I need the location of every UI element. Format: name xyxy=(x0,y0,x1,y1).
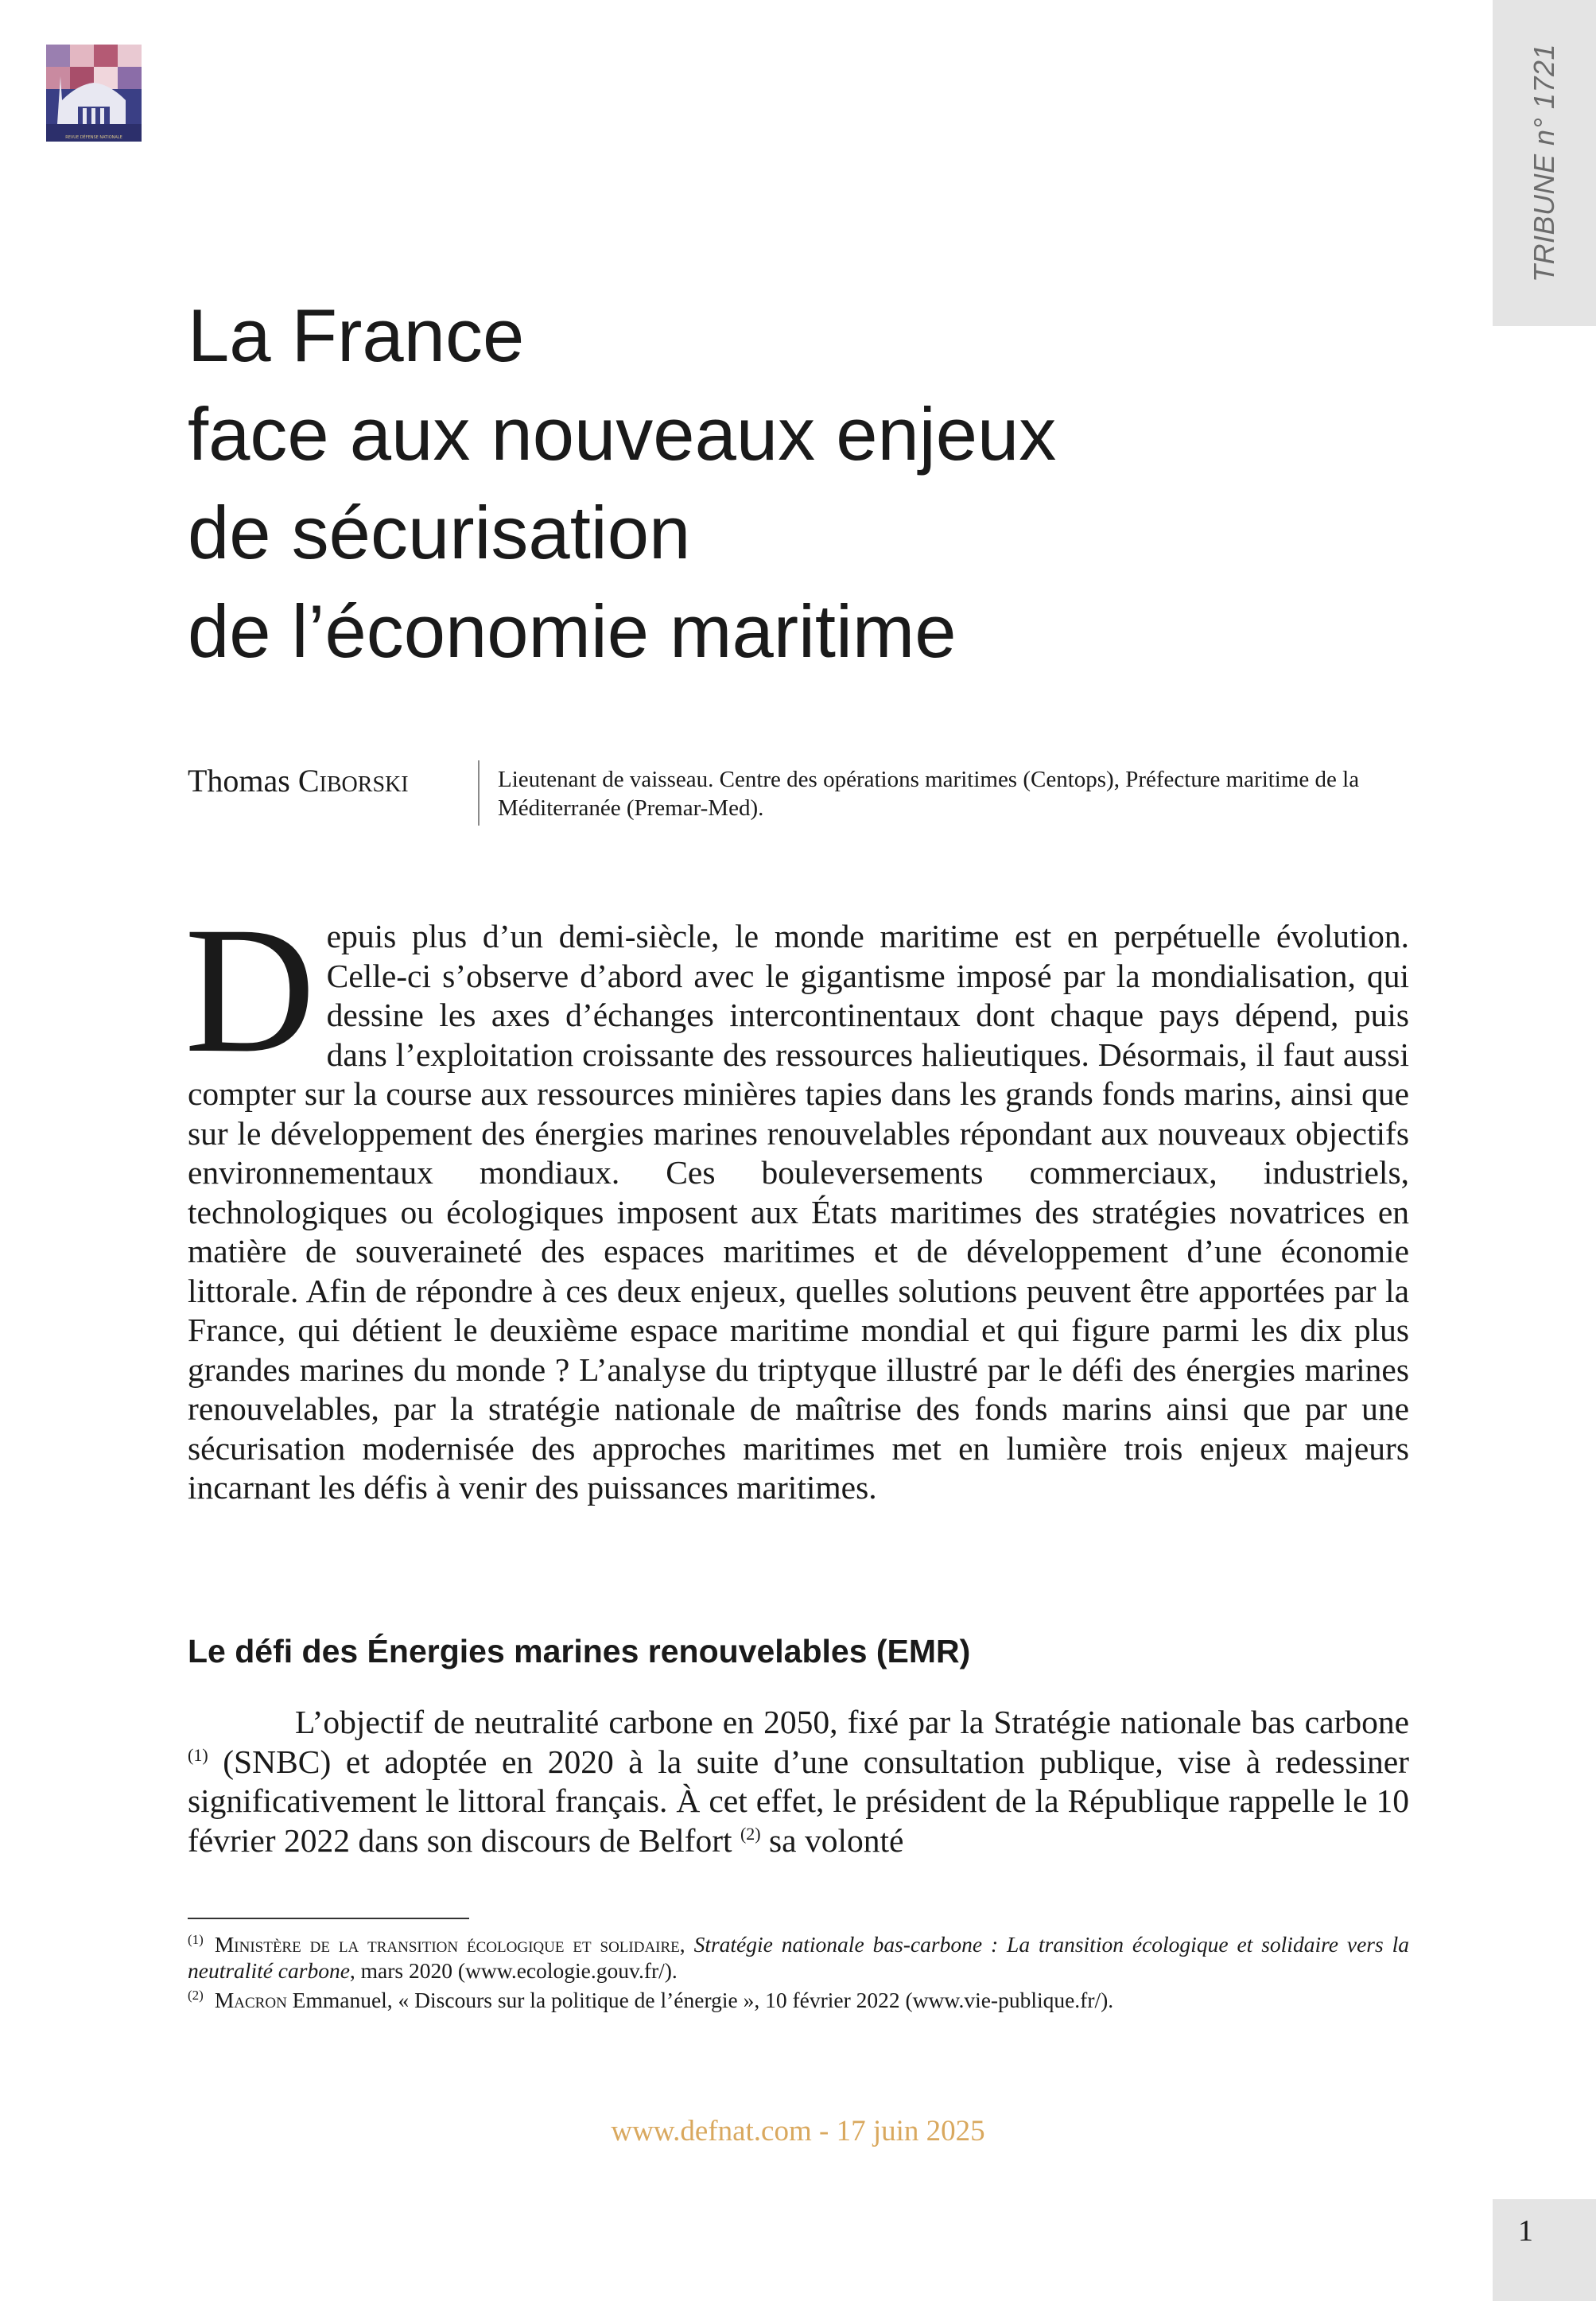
footnote-author: Ministère de la transition écologique et solidaire xyxy=(214,1932,680,1957)
author-name xyxy=(188,762,409,799)
footnotes xyxy=(188,1931,1409,2016)
intro-paragraph xyxy=(184,890,1409,1508)
title-line: de sécurisation xyxy=(188,491,691,574)
paragraph-text: L’objectif de neutralité carbone en 2050, fixé par la Stratégie nationale bas carbone xyxy=(295,1704,1409,1740)
footnote-rule xyxy=(188,1918,469,1919)
footnote-author: Macron xyxy=(214,1988,287,2012)
footnote-1 xyxy=(188,1931,1409,1984)
footnote-rest: , mars 2020 (www.ecologie.gouv.fr/). xyxy=(349,1958,678,1983)
page-number: 1 xyxy=(1518,2214,1533,2248)
drop-cap: D xyxy=(184,890,316,1090)
article-title xyxy=(188,286,1380,681)
intro-text: epuis plus d’un demi-siècle, le monde maritime est en perpétuelle évolution. Celle-ci s’observe d’abord avec le gigantisme imposé par la mondialisation, qui dessine les axes d’échanges intercontinentaux dont chaque pays dépend, puis dans l’exploitation croissante des ressources halieutiques. Désormais, il faut aussi compter sur la course aux ressources minières tapies dans les grands fonds marins, ainsi que sur le développement des énergies marines renouvelables répondant aux nouveaux objectifs environnementaux mondiaux. Ces bouleversements commerciaux, industriels, technologiques ou écologiques imposent aux États maritimes des stratégies novatrices en matière de souveraineté des espaces maritimes et de développement d’une économie littorale. Afin de répondre à ces deux enjeux, quelles solutions peuvent être apportées par la France, qui détient le deuxième espace maritime mondial et qui figure parmi les dix plus grandes marines du monde ? L’analyse du triptyque illustré par le défi des énergies marines renouvelables, par la stratégie nationale de maîtrise des fonds marins ainsi que par une sécurisation modernisée des approches maritimes met en lumière trois enjeux majeurs incarnant les défis à venir des puissances maritimes. xyxy=(188,918,1409,1506)
author-affiliation: Lieutenant de vaisseau. Centre des opérations maritimes (Centops), Préfecture maritime de la Méditerranée (Premar-Med). xyxy=(498,767,1360,821)
section-paragraph xyxy=(188,1703,1409,1860)
footnote-ref-2[interactable]: (2) xyxy=(740,1823,761,1844)
footnote-rest: Emmanuel, « Discours sur la politique de l’énergie », 10 février 2022 (www.vie-publique.fr/). xyxy=(286,1988,1114,2012)
author-last-name: Ciborski xyxy=(297,763,409,799)
footnote-2 xyxy=(188,1987,1409,2013)
footnote-number: (2) xyxy=(188,1987,204,2003)
logo-image-icon xyxy=(46,45,142,134)
footnote-number: (1) xyxy=(188,1931,204,1947)
footer-url-date[interactable]: www.defnat.com - 17 juin 2025 xyxy=(611,2115,985,2147)
title-line: face aux nouveaux enjeux xyxy=(188,392,1057,476)
paragraph-text: sa volonté xyxy=(760,1821,904,1859)
author-first-name: Thomas xyxy=(188,763,290,799)
publication-logo xyxy=(46,45,142,143)
logo-caption: REVUE DÉFENSE NATIONALE xyxy=(46,134,142,142)
title-line: de l’économie maritime xyxy=(188,589,957,673)
footnote-title: Stratégie nationale bas-carbone : La transition écologique et solidaire vers la neutralité carbone xyxy=(188,1932,1410,1983)
tribune-number: TRIBUNE n° 1721 xyxy=(1528,43,1560,283)
author-separator xyxy=(478,760,480,826)
paragraph-text: (SNBC) et adoptée en 2020 à la suite d’une consultation publique, vise à redessiner significativement le littoral français. À cet effet, le président de la République rappelle le 10 février 2022 dans son discours de Belfort xyxy=(188,1743,1409,1859)
section-heading: Le défi des Énergies marines renouvelables (EMR) xyxy=(188,1633,971,1669)
tribune-side-tab xyxy=(1493,0,1596,326)
footnote-separator: , xyxy=(679,1932,694,1957)
footnote-ref-1[interactable]: (1) xyxy=(188,1744,208,1765)
title-line: La France xyxy=(188,293,525,377)
page-number-box xyxy=(1493,2199,1596,2301)
